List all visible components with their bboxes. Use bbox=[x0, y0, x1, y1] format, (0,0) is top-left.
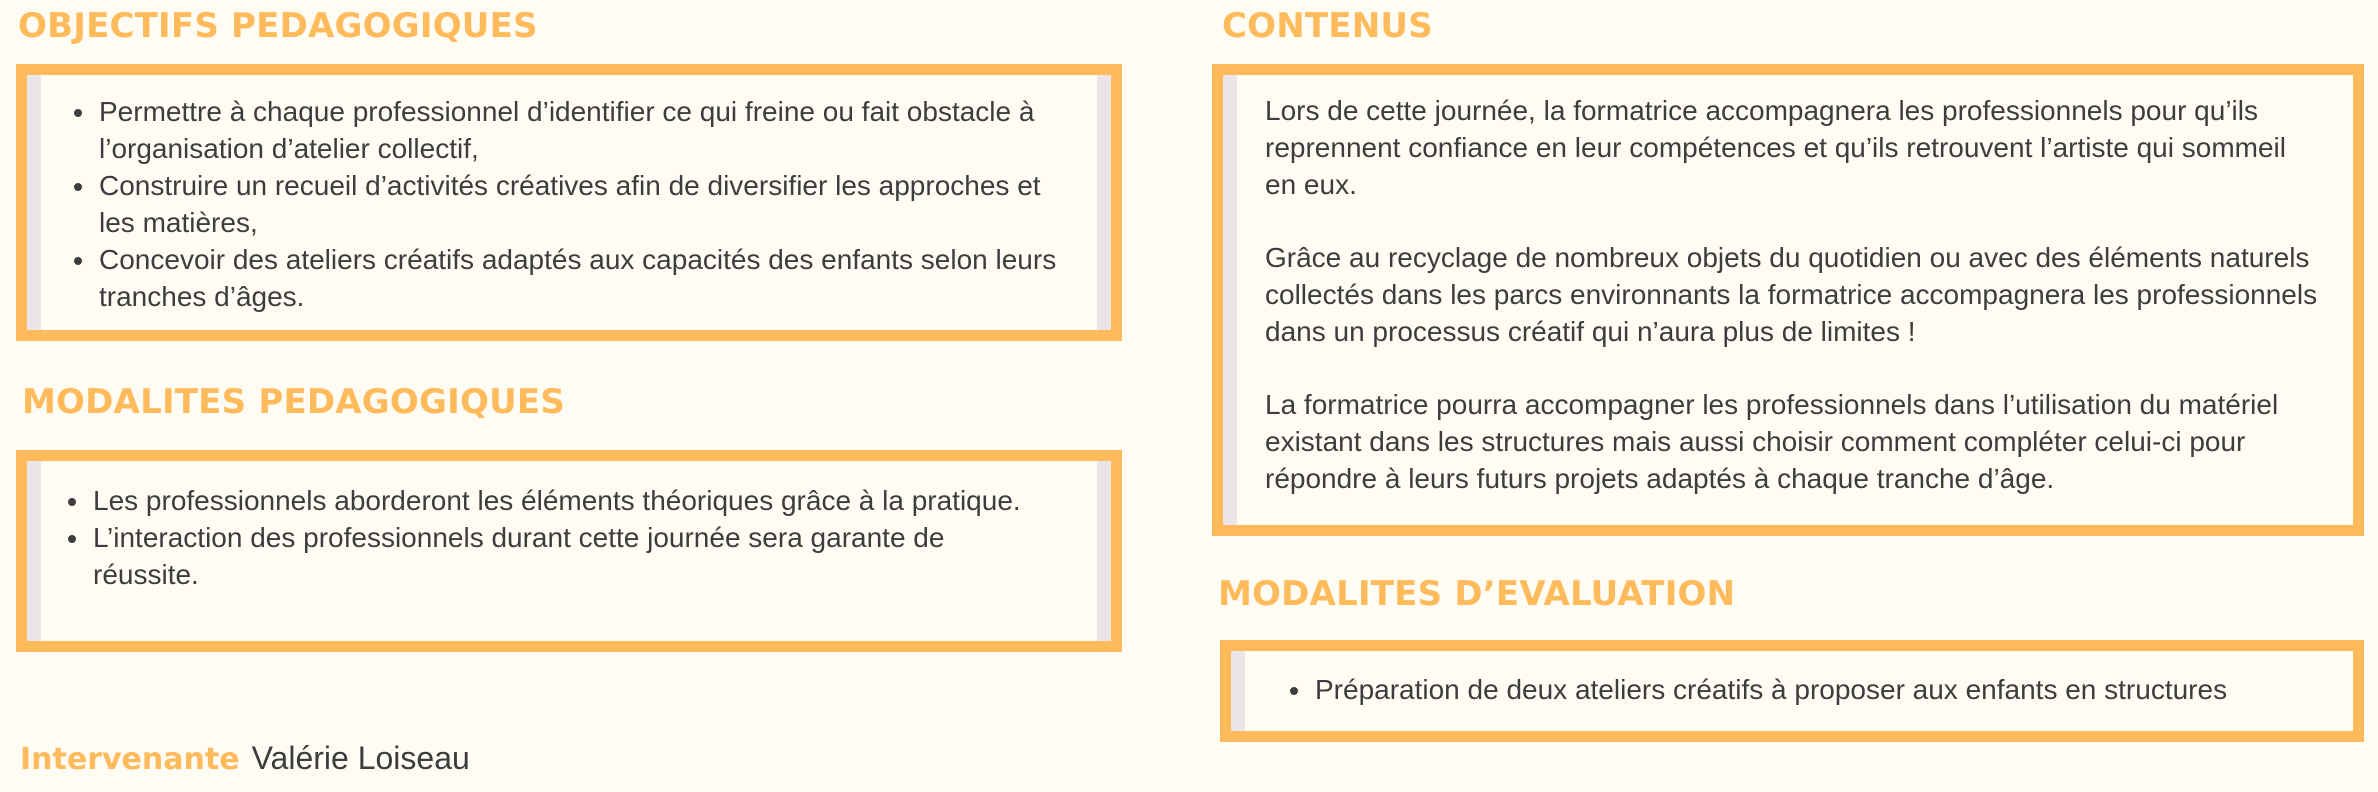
objectifs-list bbox=[27, 93, 1071, 315]
objectifs-box bbox=[16, 64, 1122, 341]
modalites-evaluation-list bbox=[1231, 671, 2333, 708]
modalites-pedagogiques-box bbox=[16, 450, 1122, 652]
modalites-evaluation-box bbox=[1220, 640, 2364, 742]
modalites-pedagogiques-list bbox=[27, 482, 1021, 593]
modalites-evaluation-item: • Préparation de deux ateliers créatifs à proposer aux enfants en structures bbox=[1313, 671, 2333, 708]
contenus-paragraph: Grâce au recyclage de nombreux objets du quotidien ou avec des éléments naturels collectés dans les parcs environnants la formatrice accompagnera les professionnels dans un processus créatif qui n’aura plus de limites ! bbox=[1265, 242, 2318, 347]
intervenante bbox=[20, 736, 470, 782]
contenus-paragraph: La formatrice pourra accompagner les professionnels dans l’utilisation du matériel existant dans les structures mais aussi choisir comment compléter celui-ci pour répondre à leurs futurs projets adaptés à chaque tranche d’âge. bbox=[1265, 389, 2279, 494]
objectifs-item: • Construire un recueil d’activités créatives afin de diversifier les approches et les matières, bbox=[97, 167, 1071, 241]
contenus-paragraph: Lors de cette journée, la formatrice accompagnera les professionnels pour qu’ils reprennent confiance en leur compétences et qu’ils retrouvent l’artiste qui sommeil en eux. bbox=[1265, 95, 2286, 200]
modalites-pedagogiques-title: MODALITES PEDAGOGIQUES bbox=[22, 382, 566, 422]
objectifs-item: • Concevoir des ateliers créatifs adaptés aux capacités des enfants selon leurs tranches d’âges. bbox=[97, 241, 1071, 315]
objectifs-title: OBJECTIFS PEDAGOGIQUES bbox=[18, 6, 538, 46]
modalites-evaluation-title: MODALITES D’EVALUATION bbox=[1218, 574, 1736, 614]
objectifs-item: • Permettre à chaque professionnel d’identifier ce qui freine ou fait obstacle à l’organisation d’atelier collectif, bbox=[97, 93, 1071, 167]
modalites-pedagogiques-item: • L’interaction des professionnels durant cette journée sera garante de réussite. bbox=[91, 519, 1021, 593]
intervenante-label: Intervenante bbox=[20, 742, 240, 777]
intervenante-name: Valérie Loiseau bbox=[251, 740, 470, 776]
contenus-title: CONTENUS bbox=[1222, 6, 1433, 46]
contenus-box bbox=[1212, 64, 2364, 536]
modalites-pedagogiques-item: • Les professionnels aborderont les éléments théoriques grâce à la pratique. bbox=[91, 482, 1021, 519]
